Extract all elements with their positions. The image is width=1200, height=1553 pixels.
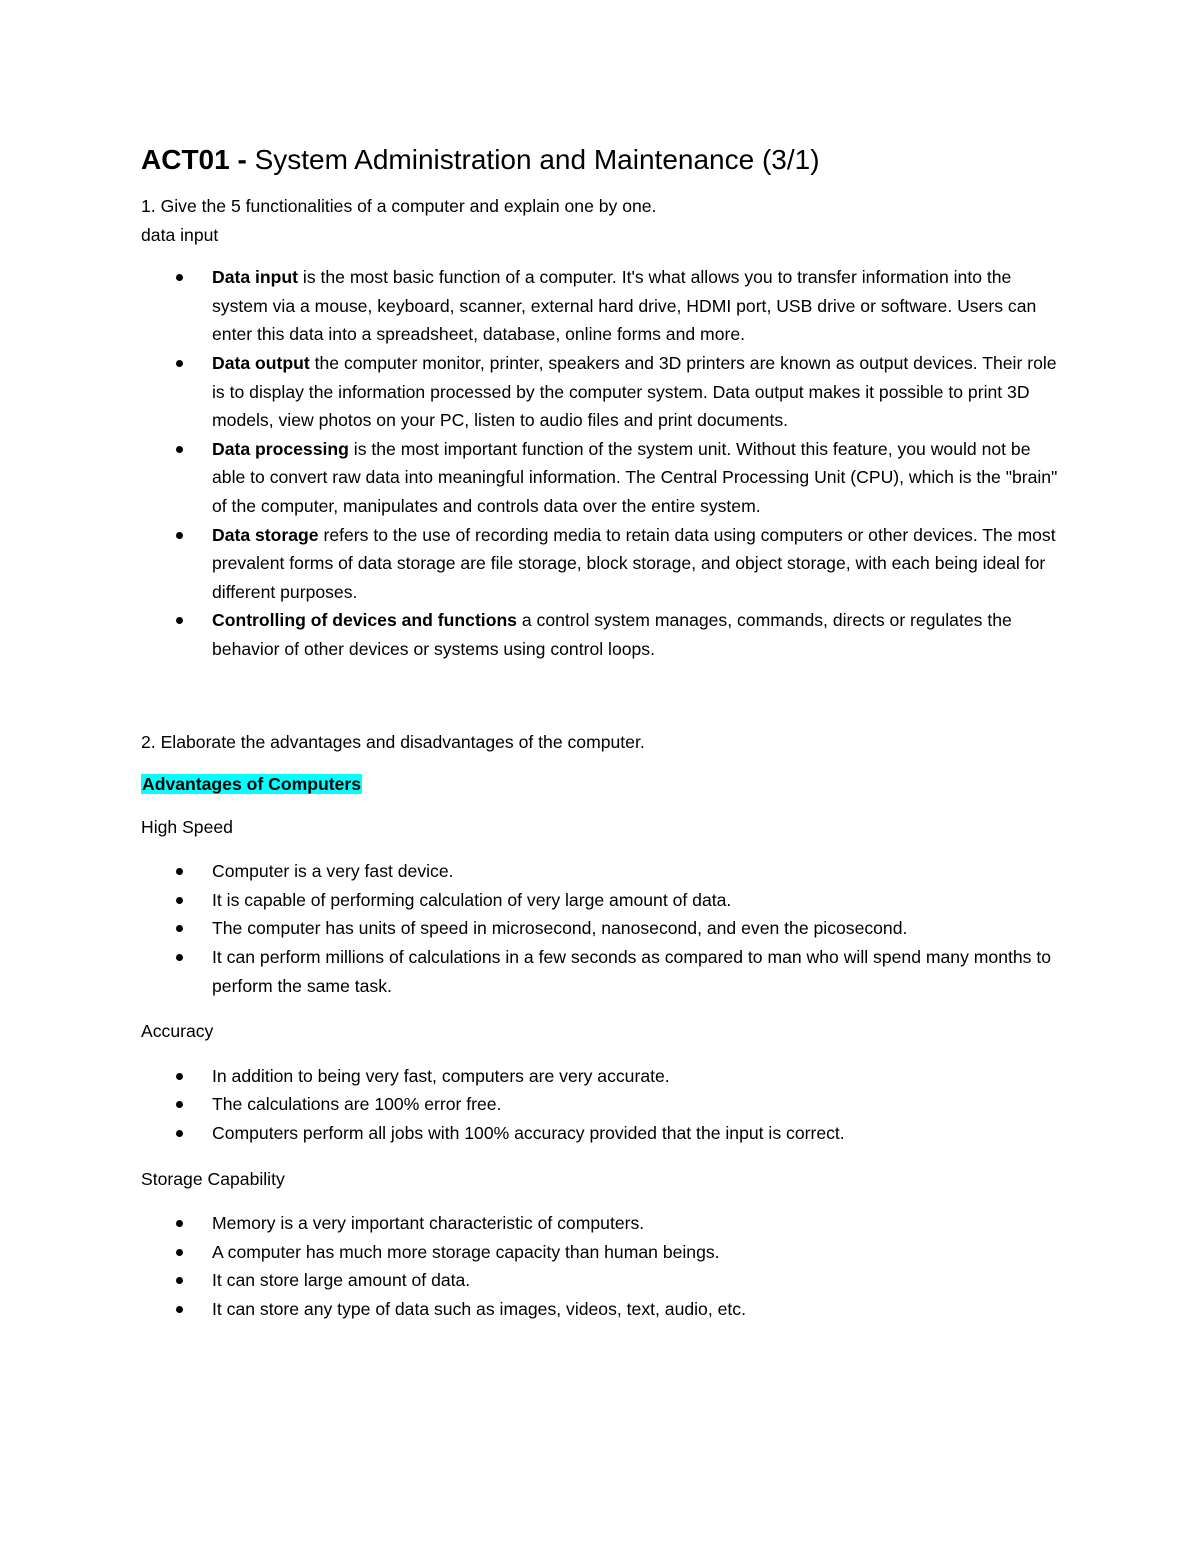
item-text: It can store any type of data such as images, videos, text, audio, etc. <box>212 1299 746 1319</box>
list-item <box>141 435 1061 521</box>
question-2-text: Elaborate the advantages and disadvantages of the computer. <box>155 731 645 752</box>
item-term: Data output <box>212 352 310 373</box>
question-1-text: Give the 5 functionalities of a computer and explain one by one. <box>155 196 657 216</box>
item-text: It is capable of performing calculation of very large amount of data. <box>212 889 732 910</box>
list-item <box>141 857 1061 886</box>
item-text: A computer has much more storage capacity than human beings. <box>212 1241 720 1262</box>
item-term: Data processing <box>212 438 349 459</box>
section-heading-high-speed: High Speed <box>141 816 233 837</box>
list-item <box>141 521 1061 607</box>
title-text: System Administration and Maintenance (3/1) <box>246 144 820 175</box>
list-item <box>141 1238 1061 1267</box>
item-text: Memory is a very important characteristic of computers. <box>212 1213 645 1234</box>
document-page <box>141 138 1061 1324</box>
advantages-heading-text: Advantages of Computers <box>142 774 361 795</box>
list-item <box>141 1119 1061 1148</box>
item-text: It can store large amount of data. <box>212 1270 471 1291</box>
item-text: In addition to being very fast, computers are very accurate. <box>212 1065 670 1086</box>
item-text: Computer is a very fast device. <box>212 861 454 882</box>
item-term: Controlling of devices and functions <box>212 610 517 631</box>
list-item <box>141 606 1061 663</box>
list-item <box>141 886 1061 915</box>
item-text: is the most basic function of a computer. It's what allows you to transfer information into the system via a mouse, keyboard, scanner, external hard drive, HDMI port, USB drive or software. Users can enter this data into a spreadsheet, database, online forms and more. <box>212 267 1037 345</box>
list-item <box>141 943 1061 1000</box>
question-1-number: 1. <box>141 196 156 216</box>
list-item <box>141 1295 1061 1324</box>
item-text: Computers perform all jobs with 100% accuracy provided that the input is correct. <box>212 1123 845 1144</box>
section-heading-accuracy: Accuracy <box>141 1021 214 1042</box>
list-item <box>141 1209 1061 1238</box>
question-2-number: 2. <box>141 731 156 752</box>
item-term: Data storage <box>212 524 319 545</box>
item-text: The computer has units of speed in microsecond, nanosecond, and even the picosecond. <box>212 918 908 939</box>
item-text: The calculations are 100% error free. <box>212 1094 502 1115</box>
document-title <box>141 138 1061 182</box>
list-item <box>141 349 1061 435</box>
question-2 <box>141 728 1061 757</box>
section-heading-storage-capability: Storage Capability <box>141 1168 285 1189</box>
list-item <box>141 1266 1061 1295</box>
question-1-label: data input <box>141 224 219 245</box>
functionalities-list <box>141 263 1061 663</box>
accuracy-list <box>141 1062 1061 1148</box>
list-item <box>141 914 1061 943</box>
list-item <box>141 1062 1061 1091</box>
item-text: a control system manages, commands, directs or regulates the behavior of other devices or systems using control loops. <box>212 610 1012 659</box>
item-text: refers to the use of recording media to retain data using computers or other devices. The most prevalent forms of data storage are file storage, block storage, and object storage, with each being ideal for different purposes. <box>212 524 1056 602</box>
list-item <box>141 1090 1061 1119</box>
title-code: ACT01 - <box>141 144 247 175</box>
item-term: Data input <box>212 267 299 288</box>
advantages-heading <box>141 770 1061 799</box>
high-speed-list <box>141 857 1061 1000</box>
storage-capability-list <box>141 1209 1061 1323</box>
question-1 <box>141 192 1061 221</box>
item-text: It can perform millions of calculations in a few seconds as compared to man who will spend many months to perform the same task. <box>212 947 1052 996</box>
list-item <box>141 263 1061 349</box>
item-text: is the most important function of the system unit. Without this feature, you would not be able to convert raw data into meaningful information. The Central Processing Unit (CPU), which is the "brain" of the computer, manipulates and controls data over the entire system. <box>212 438 1058 516</box>
item-text: the computer monitor, printer, speakers and 3D printers are known as output devices. Their role is to display the information processed by the computer system. Data output makes it possible to print 3D models, view photos on your PC, listen to audio files and print documents. <box>212 352 1057 431</box>
